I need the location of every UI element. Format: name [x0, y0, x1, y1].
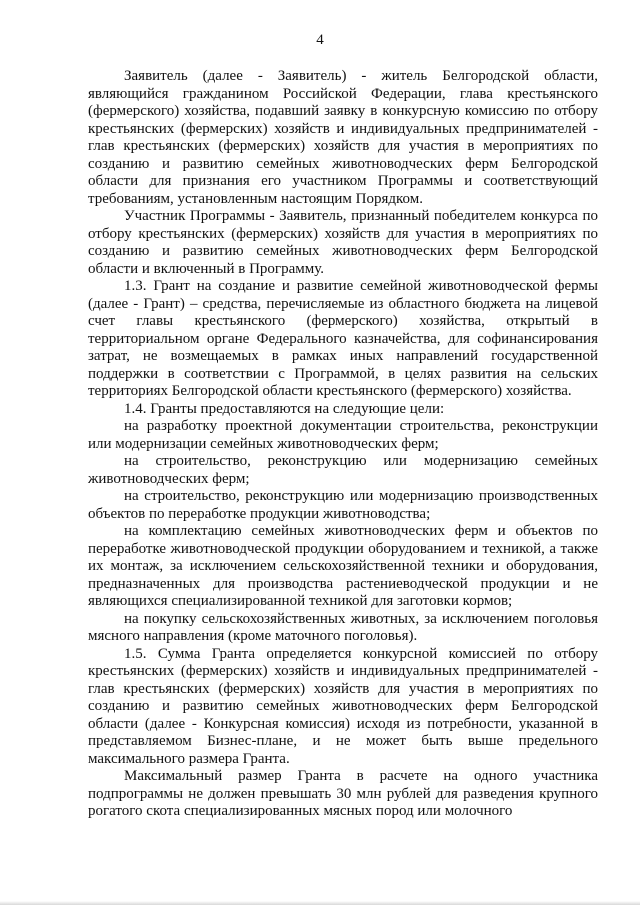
- paragraph-applicant-definition: Заявитель (далее - Заявитель) - житель Белгородской области, являющийся гражданином Российской Федерации, глава крестьянского (фермерского) хозяйства, подавший заявку в конкурсную комиссию по отбору крестьянских (фермерских) хозяйств и индивидуальных предпринимателей - глав крестьянских (фермерских) хозяйств для участия в мероприятиях по созданию и развитию семейных животноводческих ферм Белгородской области для признания его участником Программы и соответствующий требованиям, установленным настоящим Порядком.: [88, 68, 598, 207]
- paragraph-grant-amount: 1.5. Сумма Гранта определяется конкурсной комиссией по отбору крестьянских (фермерских) хозяйств и индивидуальных предпринимателей - глав крестьянских (фермерских) хозяйств для участия в мероприятиях по созданию и развитию семейных животноводческих ферм Белгородской области (далее - Конкурсная комиссия) исходя из потребности, указанной в представляемом Бизнес-плане, и не может быть выше предельного максимального размера Гранта.: [88, 645, 598, 767]
- document-body: [88, 68, 598, 821]
- scan-bottom-edge: [0, 901, 640, 905]
- paragraph-purpose-design-docs: на разработку проектной документации строительства, реконструкции или модернизации семейных животноводческих ферм;: [88, 418, 598, 452]
- paragraph-max-grant: Максимальный размер Гранта в расчете на одного участника подпрограммы не должен превышать 30 млн рублей для разведения крупного рогатого скота специализированных мясных пород или молочного: [88, 768, 598, 819]
- paragraph-purpose-animals: на покупку сельскохозяйственных животных, за исключением поголовья мясного направления (кроме маточного поголовья).: [88, 610, 598, 644]
- paragraph-grant-purposes-heading: 1.4. Гранты предоставляются на следующие цели:: [124, 400, 445, 417]
- page-number: 4: [316, 32, 324, 48]
- paragraph-purpose-equipment: на комплектацию семейных животноводческих ферм и объектов по переработке животноводческой продукции оборудованием и техникой, а также их монтаж, за исключением сельскохозяйственной техники и оборудования, предназначенных для производства растениеводческой продукции и не являющихся специализированной техникой для заготовки кормов;: [88, 523, 598, 609]
- paragraph-purpose-farm-construction: на строительство, реконструкцию или модернизацию семейных животноводческих ферм;: [88, 453, 598, 487]
- paragraph-grant-definition: 1.3. Грант на создание и развитие семейной животноводческой фермы (далее - Грант) – средства, перечисляемые из областного бюджета на лицевой счет главы крестьянского (фермерского) хозяйства, открытый в территориальном органе Федерального казначейства, для софинансирования затрат, не возмещаемых в рамках иных направлений государственной поддержки в соответствии с Программой, в целях развития на сельских территориях Белгородской области крестьянского (фермерского) хозяйства.: [88, 278, 598, 399]
- paragraph-purpose-processing-construction: на строительство, реконструкцию или модернизацию производственных объектов по переработке продукции животноводства;: [88, 488, 598, 522]
- paragraph-participant-definition: Участник Программы - Заявитель, признанный победителем конкурса по отбору крестьянских (фермерских) хозяйств для участия в мероприятиях по созданию и развитию семейных животноводческих ферм Белгородской области и включенный в Программу.: [88, 208, 598, 277]
